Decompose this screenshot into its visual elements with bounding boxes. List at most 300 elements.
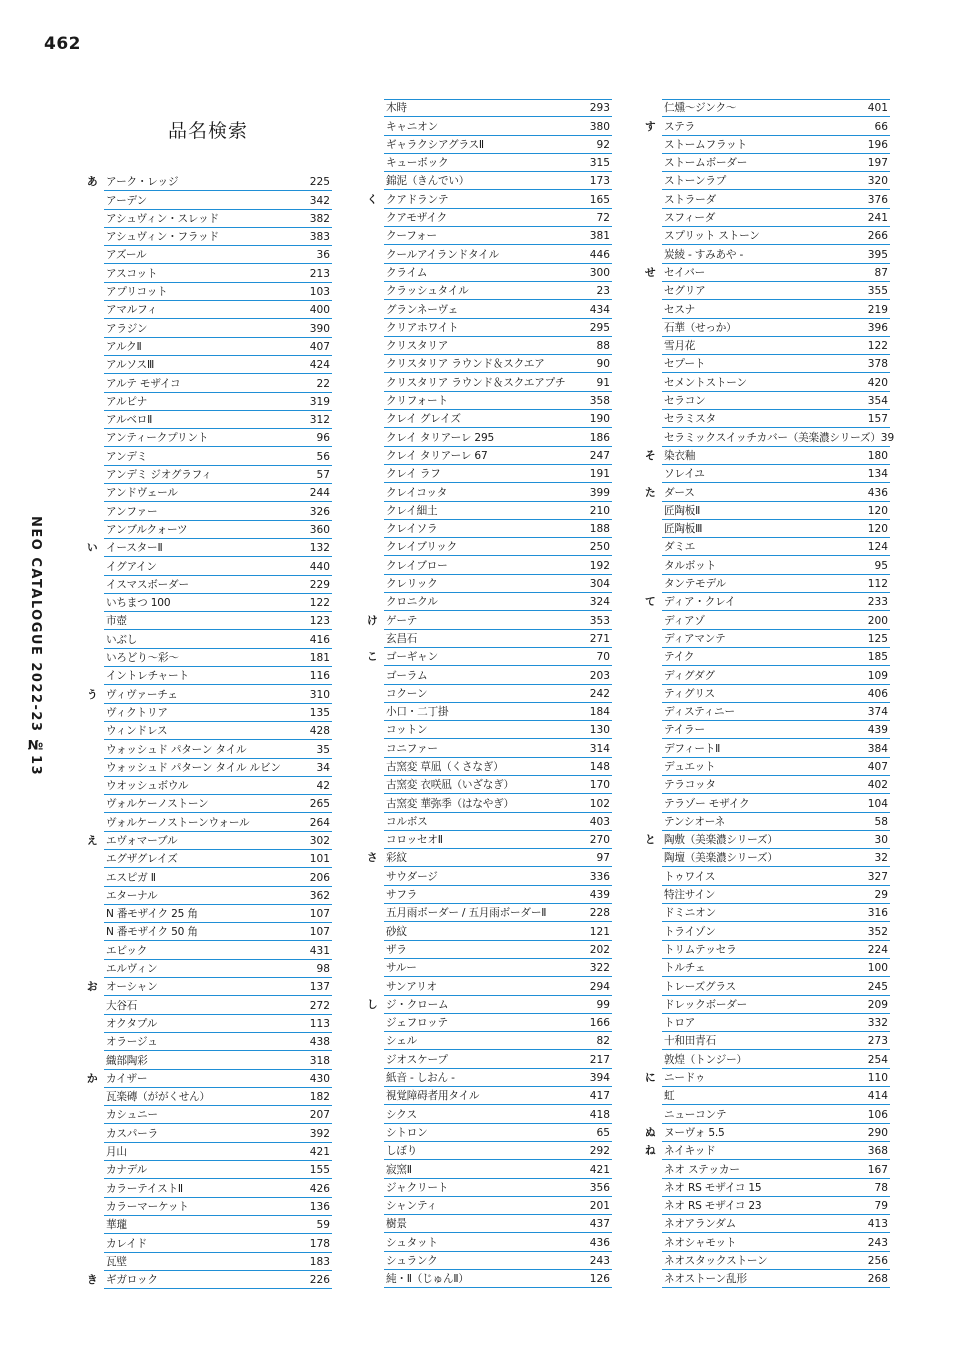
index-entry xyxy=(662,1014,890,1032)
page-ref: 327 xyxy=(867,870,888,883)
page-ref: 358 xyxy=(589,395,610,408)
page-ref: 401 xyxy=(867,102,888,115)
page-ref: 102 xyxy=(589,797,610,810)
product-name: 古窯変 草凪（くさなぎ） xyxy=(386,760,504,773)
page-ref: 88 xyxy=(596,340,610,353)
index-entry xyxy=(662,136,890,154)
product-name: デュエット xyxy=(664,760,716,773)
index-entry xyxy=(645,483,890,501)
index-entry xyxy=(384,1014,612,1032)
product-name: イスマスボーダー xyxy=(106,578,189,591)
page-ref: 352 xyxy=(867,925,888,938)
page-ref: 407 xyxy=(309,340,330,353)
page-ref: 72 xyxy=(596,212,610,225)
product-name: カレイド xyxy=(106,1237,148,1250)
product-name: セラミックスイッチカバー（美楽濃シリーズ） xyxy=(664,431,881,444)
index-entry xyxy=(662,1032,890,1050)
page-ref: 110 xyxy=(867,1072,888,1085)
kana-section-marker: お xyxy=(87,981,98,994)
index-entry xyxy=(384,776,612,794)
product-name: シトロン xyxy=(386,1126,428,1139)
page-ref: 360 xyxy=(309,523,330,536)
product-name: カラーマーケット xyxy=(106,1200,189,1213)
index-entry xyxy=(104,191,332,209)
index-entry xyxy=(384,392,612,410)
index-entry xyxy=(384,1087,612,1105)
index-entry xyxy=(384,136,612,154)
page-ref: 426 xyxy=(309,1182,330,1195)
kana-section-marker: き xyxy=(87,1274,98,1287)
page-ref: 254 xyxy=(867,1053,888,1066)
index-entry xyxy=(104,283,332,301)
index-entry xyxy=(384,794,612,812)
product-name: アンブルクォーツ xyxy=(106,523,188,536)
page-ref: 247 xyxy=(589,449,610,462)
product-name: 彩紋 xyxy=(386,852,407,865)
product-name: ザラ xyxy=(386,943,407,956)
product-name: 特注サイン xyxy=(664,889,716,902)
page-ref: 226 xyxy=(309,1274,330,1287)
index-entry xyxy=(87,1070,332,1088)
product-name: アーデン xyxy=(106,194,148,207)
product-name: クライム xyxy=(386,266,428,279)
product-name: クレイ タリアーレ 295 xyxy=(386,431,495,444)
product-name: アシュヴィン・スレッド xyxy=(106,212,219,225)
product-name: クレイブリック xyxy=(386,541,458,554)
page-ref: 79 xyxy=(874,1200,888,1213)
page-ref: 29 xyxy=(874,889,888,902)
index-entry xyxy=(384,1179,612,1197)
index-entry xyxy=(384,1032,612,1050)
page-ref: 424 xyxy=(309,359,330,372)
page-ref: 116 xyxy=(309,670,330,683)
page-ref: 431 xyxy=(309,944,330,957)
page-ref: 312 xyxy=(309,414,330,427)
page-ref: 382 xyxy=(309,212,330,225)
page-ref: 39 xyxy=(880,431,895,444)
index-entry xyxy=(662,502,890,520)
page-ref: 390 xyxy=(309,322,330,335)
index-entry xyxy=(104,795,332,813)
index-entry xyxy=(662,154,890,172)
page-ref: 378 xyxy=(867,358,888,371)
index-entry xyxy=(104,1015,332,1033)
product-name: アズール xyxy=(106,249,147,262)
product-name: セラコン xyxy=(664,395,706,408)
index-entry xyxy=(384,502,612,520)
index-entry xyxy=(662,209,890,227)
product-name: 寂窯Ⅱ xyxy=(386,1163,412,1176)
page-ref: 70 xyxy=(596,651,610,664)
index-entry xyxy=(384,538,612,556)
product-name: セスナ xyxy=(664,303,695,316)
product-name: 虹 xyxy=(664,1090,675,1103)
product-name: 木時 xyxy=(386,102,407,115)
product-name: トルチェ xyxy=(664,962,706,975)
product-name: ディスティニー xyxy=(664,706,735,719)
index-entry xyxy=(384,1050,612,1068)
page-ref: 196 xyxy=(867,138,888,151)
product-name: 瓦楽磚（ががくせん） xyxy=(106,1091,210,1104)
index-entry xyxy=(384,245,612,263)
product-name: オラージュ xyxy=(106,1036,158,1049)
product-name: セメントストーン xyxy=(664,376,747,389)
product-name: 小口・二丁掛 xyxy=(386,706,449,719)
product-name: イントレチャート xyxy=(106,670,189,683)
index-entry xyxy=(104,960,332,978)
kana-section-marker: う xyxy=(87,688,98,701)
index-entry xyxy=(662,465,890,483)
page-ref: 35 xyxy=(316,743,330,756)
product-name: デフィートⅡ xyxy=(664,742,721,755)
index-entry xyxy=(104,502,332,520)
product-name: ヴィヴァーチェ xyxy=(106,688,178,701)
index-entry xyxy=(104,393,332,411)
page-ref: 437 xyxy=(589,1218,610,1231)
page-ref: 416 xyxy=(309,633,330,646)
index-entry xyxy=(384,977,612,995)
product-name: イースターⅡ xyxy=(106,542,163,555)
product-name: コクーン xyxy=(386,687,428,700)
index-entry xyxy=(384,758,612,776)
index-entry xyxy=(367,648,612,666)
page-ref: 407 xyxy=(867,760,888,773)
page-ref: 109 xyxy=(867,669,888,682)
index-entry xyxy=(662,666,890,684)
catalogue-side-label: NEO CATALOGUE 2022-23 №13 xyxy=(28,516,43,777)
index-entry xyxy=(662,959,890,977)
index-entry xyxy=(384,959,612,977)
product-name: 炭綾 - すみあや - xyxy=(664,248,744,261)
page-ref: 256 xyxy=(867,1255,888,1267)
index-entry xyxy=(104,850,332,868)
page-ref: 318 xyxy=(309,1054,330,1067)
product-name: 十和田青石 xyxy=(664,1035,716,1048)
index-entry xyxy=(662,1160,890,1178)
kana-section-marker: さ xyxy=(367,852,378,865)
page-ref: 420 xyxy=(867,376,888,389)
product-name: 紙音 - しおん - xyxy=(386,1072,455,1085)
product-name: ステラ xyxy=(664,120,695,133)
product-name: ストームボーダー xyxy=(664,157,748,170)
product-name: テラコッタ xyxy=(664,779,716,792)
page-ref: 224 xyxy=(867,943,888,956)
index-entry xyxy=(662,867,890,885)
page-ref: 157 xyxy=(867,413,888,426)
product-name: クリアホワイト xyxy=(386,321,459,334)
kana-section-marker: た xyxy=(645,486,656,499)
page-ref: 430 xyxy=(309,1072,330,1085)
product-name: 市壺 xyxy=(106,615,127,628)
page-ref: 192 xyxy=(589,559,610,572)
kana-section-marker: か xyxy=(87,1072,98,1085)
page-ref: 103 xyxy=(309,286,330,299)
index-entry xyxy=(384,813,612,831)
product-name: テンシオーネ xyxy=(664,815,726,828)
index-entry xyxy=(104,1143,332,1161)
page-ref: 135 xyxy=(309,706,330,719)
index-entry xyxy=(662,172,890,190)
product-name: カナデル xyxy=(106,1164,148,1177)
page-ref: 266 xyxy=(867,230,888,243)
index-entry xyxy=(104,429,332,447)
product-name: カスパーラ xyxy=(106,1127,158,1140)
page-ref: 34 xyxy=(316,761,330,774)
index-entry xyxy=(367,611,612,629)
product-name: ディグダグ xyxy=(664,669,715,682)
product-name: ネイキッド xyxy=(664,1145,716,1158)
page-ref: 98 xyxy=(316,963,330,976)
product-name: アンファー xyxy=(106,505,158,518)
page-ref: 368 xyxy=(867,1145,888,1158)
product-name: アンティークプリント xyxy=(106,432,209,445)
page-ref: 182 xyxy=(309,1091,330,1104)
index-entry xyxy=(384,556,612,574)
product-name: アシュヴィン・フラッド xyxy=(106,231,219,244)
page-ref: 126 xyxy=(589,1273,610,1286)
product-name: ゴーギャン xyxy=(386,651,438,664)
product-name: アプリコット xyxy=(106,286,168,299)
page-ref: 95 xyxy=(874,559,888,572)
index-entry xyxy=(662,849,890,867)
index-entry xyxy=(662,227,890,245)
page-ref: 302 xyxy=(309,834,330,847)
index-entry xyxy=(645,447,890,465)
page-ref: 134 xyxy=(867,468,888,481)
index-entry xyxy=(384,1233,612,1251)
page-ref: 241 xyxy=(867,212,888,225)
index-entry xyxy=(104,923,332,941)
index-entry xyxy=(384,300,612,318)
index-entry xyxy=(645,1142,890,1160)
product-name: オクタプル xyxy=(106,1017,158,1030)
product-name: タルボット xyxy=(664,559,716,572)
page-ref: 272 xyxy=(309,999,330,1012)
product-name: いちまつ 100 xyxy=(106,597,171,610)
product-name: 仁燻〜ジンク〜 xyxy=(664,102,737,115)
product-name: アラジン xyxy=(106,322,148,335)
page-ref: 392 xyxy=(309,1127,330,1140)
product-name: エルヴィン xyxy=(106,963,158,976)
index-entry xyxy=(384,209,612,227)
index-entry xyxy=(662,1087,890,1105)
page-ref: 316 xyxy=(867,907,888,920)
product-name: N 番モザイク 50 角 xyxy=(106,926,198,939)
index-entry xyxy=(384,904,612,922)
index-entry xyxy=(104,813,332,831)
index-entry xyxy=(384,483,612,501)
product-name: アルソスⅢ xyxy=(106,359,155,372)
product-name: クレイ グレイズ xyxy=(386,413,461,426)
page-ref: 136 xyxy=(309,1200,330,1213)
product-name: サンアリオ xyxy=(386,980,437,993)
page-ref: 87 xyxy=(874,266,888,279)
product-name: イグアイン xyxy=(106,560,157,573)
page-ref: 113 xyxy=(309,1017,330,1030)
page-ref: 59 xyxy=(316,1219,330,1232)
page-ref: 123 xyxy=(309,615,330,628)
product-name: セイバー xyxy=(664,266,706,279)
page-ref: 188 xyxy=(589,523,610,536)
product-name: アスコット xyxy=(106,267,158,280)
page-ref: 124 xyxy=(867,541,888,554)
page-number: 462 xyxy=(44,34,81,54)
product-name: クレイコッタ xyxy=(386,486,448,499)
page-ref: 271 xyxy=(589,632,610,645)
product-name: ギャラクシアグラスⅡ xyxy=(386,138,484,151)
index-entry xyxy=(662,776,890,794)
product-name: ネオシャモット xyxy=(664,1236,737,1249)
index-entry xyxy=(645,1069,890,1087)
page-ref: 125 xyxy=(867,632,888,645)
page-ref: 104 xyxy=(867,797,888,810)
index-column-1 xyxy=(87,173,332,1289)
index-entry xyxy=(104,740,332,758)
product-name: ソレイユ xyxy=(664,468,705,481)
page-ref: 250 xyxy=(589,541,610,554)
product-name: セプート xyxy=(664,358,706,371)
page-ref: 295 xyxy=(589,321,610,334)
index-entry xyxy=(662,611,890,629)
kana-section-marker: て xyxy=(645,596,656,609)
product-name: 敦煌（トンジー） xyxy=(664,1053,747,1066)
index-entry xyxy=(662,300,890,318)
page-ref: 200 xyxy=(867,614,888,627)
product-name: 織部陶彩 xyxy=(106,1054,148,1067)
page-ref: 137 xyxy=(309,981,330,994)
index-entry xyxy=(104,447,332,465)
index-entry xyxy=(104,1088,332,1106)
product-name: ゴーラム xyxy=(386,669,428,682)
page-ref: 418 xyxy=(589,1108,610,1121)
page-ref: 322 xyxy=(589,962,610,975)
index-entry xyxy=(104,1234,332,1252)
index-entry xyxy=(662,428,895,446)
product-name: ディア・クレイ xyxy=(664,596,736,609)
product-name: サルー xyxy=(386,962,417,975)
index-entry xyxy=(104,246,332,264)
page-ref: 30 xyxy=(874,834,888,847)
page-ref: 173 xyxy=(589,175,610,188)
index-entry xyxy=(662,319,890,337)
page-title: 品名検索 xyxy=(168,120,249,142)
index-entry xyxy=(384,1215,612,1233)
page-ref: 439 xyxy=(867,724,888,737)
page-ref: 36 xyxy=(316,249,330,262)
product-name: 染衣釉 xyxy=(664,449,696,462)
page-ref: 197 xyxy=(867,157,888,170)
product-name: アルテ モザイコ xyxy=(106,377,181,390)
product-name: ネオスタックストーン xyxy=(664,1255,768,1267)
product-name: エグザグレイズ xyxy=(106,853,178,866)
page-ref: 184 xyxy=(589,706,610,719)
page-ref: 273 xyxy=(867,1035,888,1048)
index-column-3 xyxy=(645,99,895,1288)
product-name: ヴォルケーノストーン xyxy=(106,798,209,811)
page-ref: 167 xyxy=(867,1163,888,1176)
index-entry xyxy=(662,373,890,391)
product-name: シェル xyxy=(386,1035,417,1048)
page-ref: 107 xyxy=(309,926,330,939)
page-ref: 101 xyxy=(309,853,330,866)
page-ref: 319 xyxy=(309,395,330,408)
product-name: いろどり〜彩〜 xyxy=(106,652,179,665)
product-name: 大谷石 xyxy=(106,999,138,1012)
product-name: ヌーヴォ 5.5 xyxy=(664,1126,725,1139)
index-entry xyxy=(104,996,332,1014)
index-entry xyxy=(384,355,612,373)
page-ref: 148 xyxy=(589,760,610,773)
product-name: ストラーダ xyxy=(664,193,716,206)
product-name: 砂紋 xyxy=(386,925,407,938)
page-ref: 362 xyxy=(309,889,330,902)
index-entry xyxy=(104,704,332,722)
product-name: 樹景 xyxy=(386,1218,407,1231)
product-name: グランネーヴェ xyxy=(386,303,459,316)
product-name: オーシャン xyxy=(106,981,158,994)
product-name: エピック xyxy=(106,944,148,957)
index-entry xyxy=(384,1270,612,1288)
kana-section-marker: こ xyxy=(367,651,378,664)
page-ref: 342 xyxy=(309,194,330,207)
product-name: クロニクル xyxy=(386,596,438,609)
page-ref: 120 xyxy=(867,523,888,536)
kana-section-marker: あ xyxy=(87,176,98,189)
page-ref: 228 xyxy=(589,907,610,920)
index-entry xyxy=(384,886,612,904)
index-entry xyxy=(384,703,612,721)
product-name: コルボス xyxy=(386,815,428,828)
product-name: 純・Ⅱ（じゅんⅡ） xyxy=(386,1273,469,1286)
index-entry xyxy=(104,887,332,905)
product-name: しぼり xyxy=(386,1145,418,1158)
page-ref: 23 xyxy=(596,285,610,298)
product-name: スフィーダ xyxy=(664,212,716,225)
index-entry xyxy=(104,612,332,630)
page-ref: 320 xyxy=(867,175,888,188)
product-name: エターナル xyxy=(106,889,158,902)
index-entry xyxy=(367,190,612,208)
product-name: 瓦壁 xyxy=(106,1255,127,1268)
product-name: 石華（せっか） xyxy=(664,321,737,334)
product-name: カシュニー xyxy=(106,1109,158,1122)
page-ref: 300 xyxy=(589,266,610,279)
product-name: クレイブロー xyxy=(386,559,448,572)
index-entry xyxy=(104,319,332,337)
index-entry xyxy=(87,978,332,996)
index-entry xyxy=(662,1252,890,1270)
product-name: ドミニオン xyxy=(664,907,716,920)
index-entry xyxy=(662,813,890,831)
index-entry xyxy=(662,758,890,776)
product-name: テラゾー モザイク xyxy=(664,797,750,810)
page-ref: 233 xyxy=(867,596,888,609)
index-entry xyxy=(645,593,890,611)
index-entry xyxy=(662,886,890,904)
product-name: ネオ ステッカー xyxy=(664,1163,740,1176)
product-name: ニューコンテ xyxy=(664,1108,727,1121)
product-name: ヴィクトリア xyxy=(106,706,168,719)
kana-section-marker: ぬ xyxy=(645,1126,656,1139)
index-entry xyxy=(662,941,890,959)
index-entry xyxy=(104,557,332,575)
page-ref: 270 xyxy=(589,834,610,847)
page-ref: 356 xyxy=(589,1181,610,1194)
index-entry xyxy=(384,1160,612,1178)
page-ref: 22 xyxy=(316,377,330,390)
page-ref: 376 xyxy=(867,193,888,206)
page-ref: 92 xyxy=(596,138,610,151)
